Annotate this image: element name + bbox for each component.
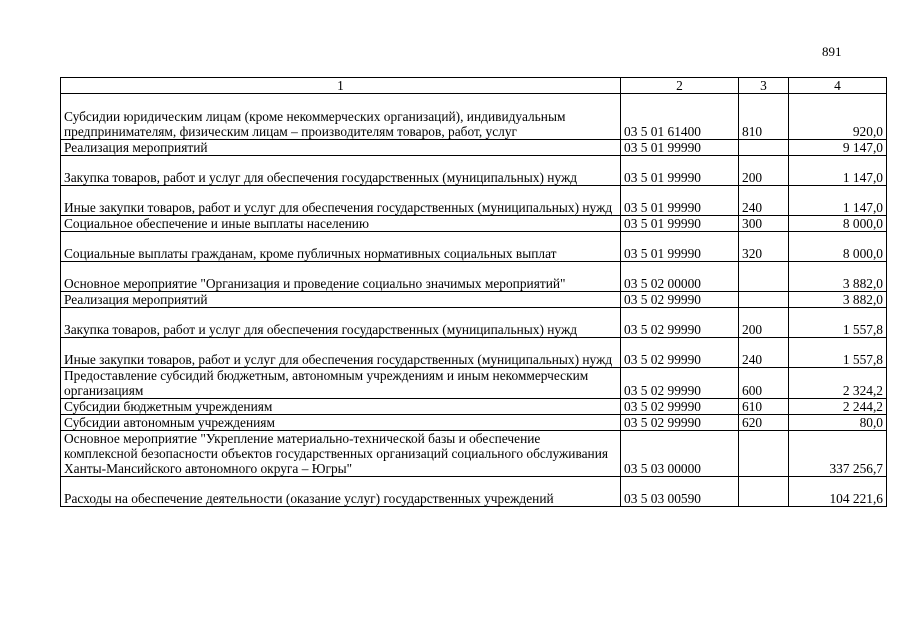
row-name: Основное мероприятие "Укрепление материально-технической базы и обеспечение комплексной безопасности объектов государственных организаций социального обслуживания Ханты-Мансийского автономного округа – Югры" [61,431,621,477]
row-code: 03 5 02 99990 [621,338,739,368]
row-name: Социальные выплаты гражданам, кроме публичных нормативных социальных выплат [61,232,621,262]
row-amount: 1 147,0 [789,156,887,186]
table-row [61,140,887,156]
row-amount: 8 000,0 [789,216,887,232]
row-amount: 3 882,0 [789,292,887,308]
row-vr: 610 [739,399,789,415]
row-vr [739,292,789,308]
row-vr [739,140,789,156]
row-amount: 337 256,7 [789,431,887,477]
row-name: Реализация мероприятий [61,140,621,156]
row-vr: 300 [739,216,789,232]
row-name: Субсидии юридическим лицам (кроме некоммерческих организаций), индивидуальным предпринимателям, физическим лицам – производителям товаров, работ, услуг [61,94,621,140]
row-code: 03 5 02 99990 [621,399,739,415]
table-row [61,308,887,338]
budget-table [60,77,887,507]
row-name: Расходы на обеспечение деятельности (оказание услуг) государственных учреждений [61,477,621,507]
table-row [61,368,887,399]
row-amount: 80,0 [789,415,887,431]
row-vr: 200 [739,156,789,186]
row-amount: 2 244,2 [789,399,887,415]
row-code: 03 5 01 61400 [621,94,739,140]
row-name: Иные закупки товаров, работ и услуг для обеспечения государственных (муниципальных) нужд [61,338,621,368]
row-vr: 620 [739,415,789,431]
row-code: 03 5 03 00590 [621,477,739,507]
row-name: Субсидии автономным учреждениям [61,415,621,431]
row-code: 03 5 01 99990 [621,186,739,216]
row-vr [739,262,789,292]
page-number: 891 [822,44,842,59]
table-row [61,232,887,262]
row-name: Закупка товаров, работ и услуг для обеспечения государственных (муниципальных) нужд [61,308,621,338]
row-name: Реализация мероприятий [61,292,621,308]
table-row [61,415,887,431]
row-code: 03 5 01 99990 [621,216,739,232]
row-code: 03 5 01 99990 [621,232,739,262]
row-code: 03 5 01 99990 [621,140,739,156]
row-amount: 1 147,0 [789,186,887,216]
table-row [61,338,887,368]
row-amount: 1 557,8 [789,338,887,368]
row-code: 03 5 02 99990 [621,368,739,399]
row-code: 03 5 02 00000 [621,262,739,292]
row-vr: 240 [739,186,789,216]
row-amount: 920,0 [789,94,887,140]
row-name: Социальное обеспечение и иные выплаты населению [61,216,621,232]
row-code: 03 5 02 99990 [621,308,739,338]
row-name: Закупка товаров, работ и услуг для обеспечения государственных (муниципальных) нужд [61,156,621,186]
row-code: 03 5 03 00000 [621,431,739,477]
row-name: Предоставление субсидий бюджетным, автономным учреждениям и иным некоммерческим организациям [61,368,621,399]
table-row [61,477,887,507]
table-row [61,399,887,415]
table-row [61,216,887,232]
row-code: 03 5 02 99990 [621,415,739,431]
row-amount: 9 147,0 [789,140,887,156]
table-header-row [61,78,887,94]
header-col-4: 4 [789,78,887,94]
table-row [61,292,887,308]
table-row [61,262,887,292]
row-vr: 240 [739,338,789,368]
table-row [61,431,887,477]
row-code: 03 5 01 99990 [621,156,739,186]
header-col-2: 2 [621,78,739,94]
row-amount: 104 221,6 [789,477,887,507]
row-vr [739,431,789,477]
row-name: Иные закупки товаров, работ и услуг для обеспечения государственных (муниципальных) нужд [61,186,621,216]
row-name: Основное мероприятие "Организация и проведение социально значимых мероприятий" [61,262,621,292]
table-row [61,186,887,216]
row-amount: 2 324,2 [789,368,887,399]
row-vr: 600 [739,368,789,399]
row-vr: 810 [739,94,789,140]
row-vr: 200 [739,308,789,338]
row-name: Субсидии бюджетным учреждениям [61,399,621,415]
row-amount: 1 557,8 [789,308,887,338]
row-vr: 320 [739,232,789,262]
row-amount: 8 000,0 [789,232,887,262]
row-code: 03 5 02 99990 [621,292,739,308]
table-row [61,156,887,186]
header-col-3: 3 [739,78,789,94]
header-col-1: 1 [61,78,621,94]
row-vr [739,477,789,507]
row-amount: 3 882,0 [789,262,887,292]
table-row [61,94,887,140]
